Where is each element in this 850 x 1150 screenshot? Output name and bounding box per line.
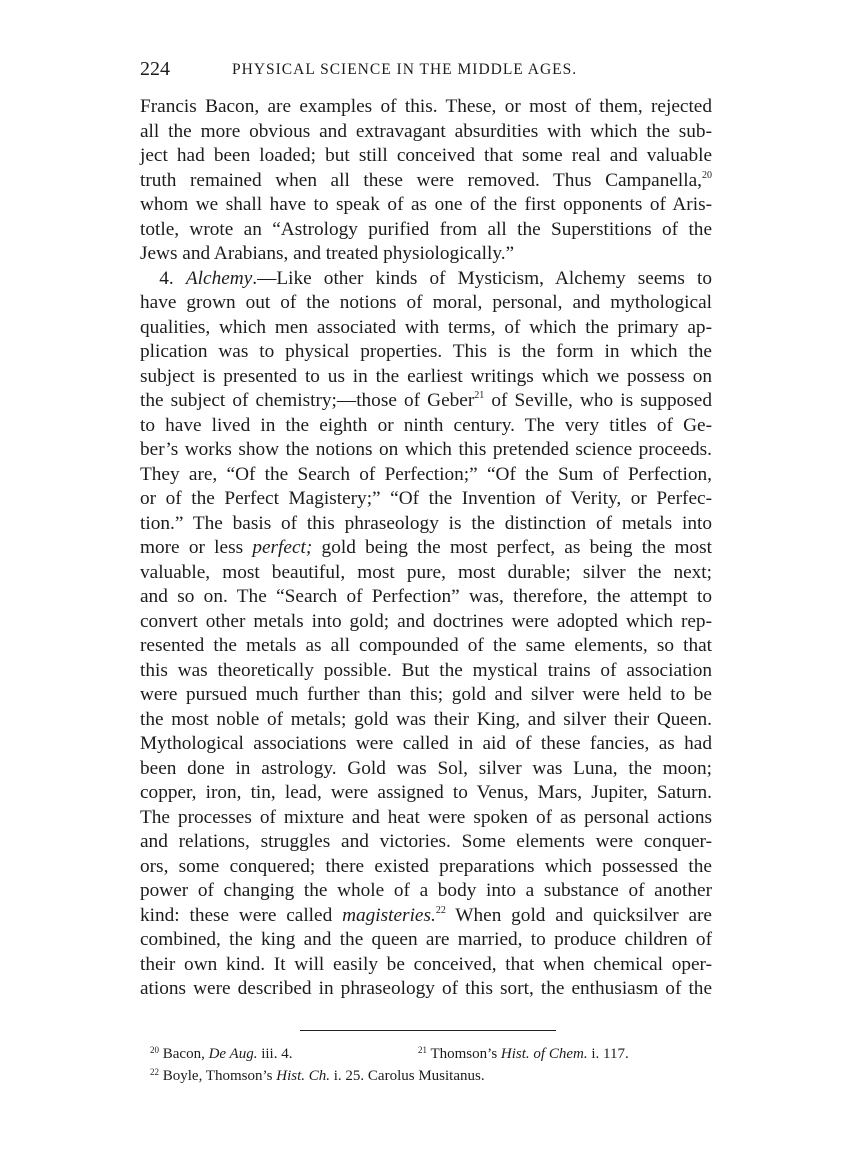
text-line xyxy=(140,242,712,267)
text-line xyxy=(140,144,712,169)
text-run: i. 25. Carolus Musitanus. xyxy=(330,1068,485,1084)
text-run: subject is presented to us in the earliest writings which we possess on xyxy=(140,365,712,387)
text-line xyxy=(140,414,712,439)
text-run: Thomson’s xyxy=(427,1046,501,1062)
footnote-22 xyxy=(150,1065,485,1087)
footnote-marker: 20 xyxy=(702,169,712,181)
text-run: or of the Perfect Magistery;” “Of the Invention of Verity, or Perfec- xyxy=(140,488,712,509)
text-run: ject had been loaded; but still conceived that some real and valuable xyxy=(140,145,712,166)
text-run: all the more obvious and extravagant absurdities with which the sub- xyxy=(140,120,712,142)
text-line xyxy=(140,169,712,194)
text-line xyxy=(140,928,712,953)
text-line xyxy=(140,512,712,537)
text-line xyxy=(140,561,712,586)
text-run: valuable, most beautiful, most pure, most durable; silver the next; xyxy=(140,561,712,583)
footnote-marker: 20 xyxy=(150,1045,159,1055)
italic-text: magisteries. xyxy=(342,904,436,926)
text-run: have grown out of the notions of moral, personal, and mythological xyxy=(140,292,712,313)
text-run: ations were described in phraseology of this sort, the enthusiasm of the xyxy=(140,978,712,999)
italic-text: Hist. of Chem. xyxy=(500,1046,588,1062)
text-run: Jews and Arabians, and treated physiologically.” xyxy=(140,243,515,264)
text-line xyxy=(140,365,712,390)
text-line xyxy=(140,977,712,1002)
text-run: Boyle, Thomson’s xyxy=(159,1068,277,1084)
text-run: of Seville, who is supposed xyxy=(484,390,712,411)
text-line xyxy=(140,610,712,635)
text-run: gold being the most perfect, as being the most xyxy=(312,537,713,558)
text-run: and relations, struggles and victories. Some elements were conquer- xyxy=(140,831,712,852)
text-run: tion.” The basis of this phraseology is the distinction of metals into xyxy=(140,512,712,534)
text-line xyxy=(140,193,712,218)
footnote-marker: 22 xyxy=(150,1067,159,1077)
text-run: to have lived in the eighth or ninth century. The very titles of Ge- xyxy=(140,414,712,436)
text-line xyxy=(140,757,712,782)
text-run: their own kind. It will easily be conceived, that when chemical oper- xyxy=(140,953,712,975)
text-run: combined, the king and the queen are married, to produce children of xyxy=(140,929,712,950)
text-run: Bacon, xyxy=(159,1046,209,1062)
text-run: .—Like other kinds of Mysticism, Alchemy seems to xyxy=(252,267,713,289)
text-run: power of changing the whole of a body into a substance of another xyxy=(140,880,712,901)
text-line xyxy=(140,340,712,365)
text-line xyxy=(140,830,712,855)
text-run: more or less xyxy=(140,537,253,558)
italic-text: perfect; xyxy=(252,537,313,558)
text-run: and so on. The “Search of Perfection” was, therefore, the attempt to xyxy=(140,586,712,607)
page-header xyxy=(140,58,710,82)
footnote-20 xyxy=(150,1043,292,1065)
text-line xyxy=(140,389,712,414)
text-line xyxy=(140,316,712,341)
body-text xyxy=(140,95,712,1002)
text-run: been done in astrology. Gold was Sol, silver was Luna, the moon; xyxy=(140,757,712,779)
text-run: copper, iron, tin, lead, were assigned to Venus, Mars, Jupiter, Saturn. xyxy=(140,782,712,803)
footnote-marker: 22 xyxy=(435,904,446,916)
text-line xyxy=(140,291,712,316)
text-run: the subject of chemistry;—those of Geber xyxy=(140,390,475,411)
page-number: 224 xyxy=(140,58,170,80)
text-line xyxy=(140,806,712,831)
text-run: iii. 4. xyxy=(257,1046,293,1062)
text-line xyxy=(140,879,712,904)
text-run: whom we shall have to speak of as one of the first opponents of Aris- xyxy=(140,194,712,215)
text-line xyxy=(140,708,712,733)
text-run: i. 117. xyxy=(587,1046,629,1062)
text-line xyxy=(140,487,712,512)
text-run: kind: these were called xyxy=(140,904,343,926)
text-line xyxy=(140,585,712,610)
text-line xyxy=(140,855,712,880)
text-run: totle, wrote an “Astrology purified from all the Superstitions of the xyxy=(140,218,712,240)
footnote-rule xyxy=(300,1030,556,1031)
text-line xyxy=(140,463,712,488)
text-run: 4. xyxy=(159,267,186,289)
text-run xyxy=(140,268,159,289)
text-line xyxy=(140,683,712,708)
text-run: Francis Bacon, are examples of this. These, or most of them, rejected xyxy=(140,96,712,117)
text-line xyxy=(140,732,712,757)
text-run: qualities, which men associated with terms, of which the primary ap- xyxy=(140,316,712,338)
running-head: PHYSICAL SCIENCE IN THE MIDDLE AGES. xyxy=(232,61,578,78)
text-line xyxy=(140,95,712,120)
footnote-21 xyxy=(418,1043,629,1065)
text-run: were pursued much further than this; gold and silver were held to be xyxy=(140,684,712,705)
text-run: ors, some conquered; there existed preparations which possessed the xyxy=(140,855,712,877)
text-line xyxy=(140,120,712,145)
text-line xyxy=(140,267,712,292)
text-run: resented the metals as all compounded of the same elements, so that xyxy=(140,635,712,656)
footnote-marker: 21 xyxy=(474,390,485,401)
text-line xyxy=(140,659,712,684)
text-line xyxy=(140,904,712,929)
text-line xyxy=(140,634,712,659)
text-run: truth remained when all these were removed. Thus Campanella, xyxy=(140,169,702,191)
text-run: this was theoretically possible. But the mystical trains of association xyxy=(140,659,712,681)
text-run: Mythological associations were called in aid of these fancies, as had xyxy=(140,733,712,754)
italic-text: Hist. Ch. xyxy=(276,1068,330,1084)
text-run: ber’s works show the notions on which this pretended science proceeds. xyxy=(140,439,712,460)
text-line xyxy=(140,536,712,561)
text-line xyxy=(140,438,712,463)
text-line xyxy=(140,218,712,243)
italic-text: Alchemy xyxy=(185,267,253,289)
text-run: They are, “Of the Search of Perfection;” “Of the Sum of Perfection, xyxy=(140,463,712,485)
text-line xyxy=(140,953,712,978)
text-run: The processes of mixture and heat were spoken of as personal actions xyxy=(140,806,712,828)
italic-text: De Aug. xyxy=(208,1046,258,1062)
text-line xyxy=(140,781,712,806)
text-run: the most noble of metals; gold was their King, and silver their Queen. xyxy=(140,708,712,730)
text-run: plication was to physical properties. This is the form in which the xyxy=(140,341,712,362)
text-run: convert other metals into gold; and doctrines were adopted which rep- xyxy=(140,610,712,632)
footnote-marker: 21 xyxy=(418,1045,427,1055)
text-run: When gold and quicksilver are xyxy=(445,904,712,926)
